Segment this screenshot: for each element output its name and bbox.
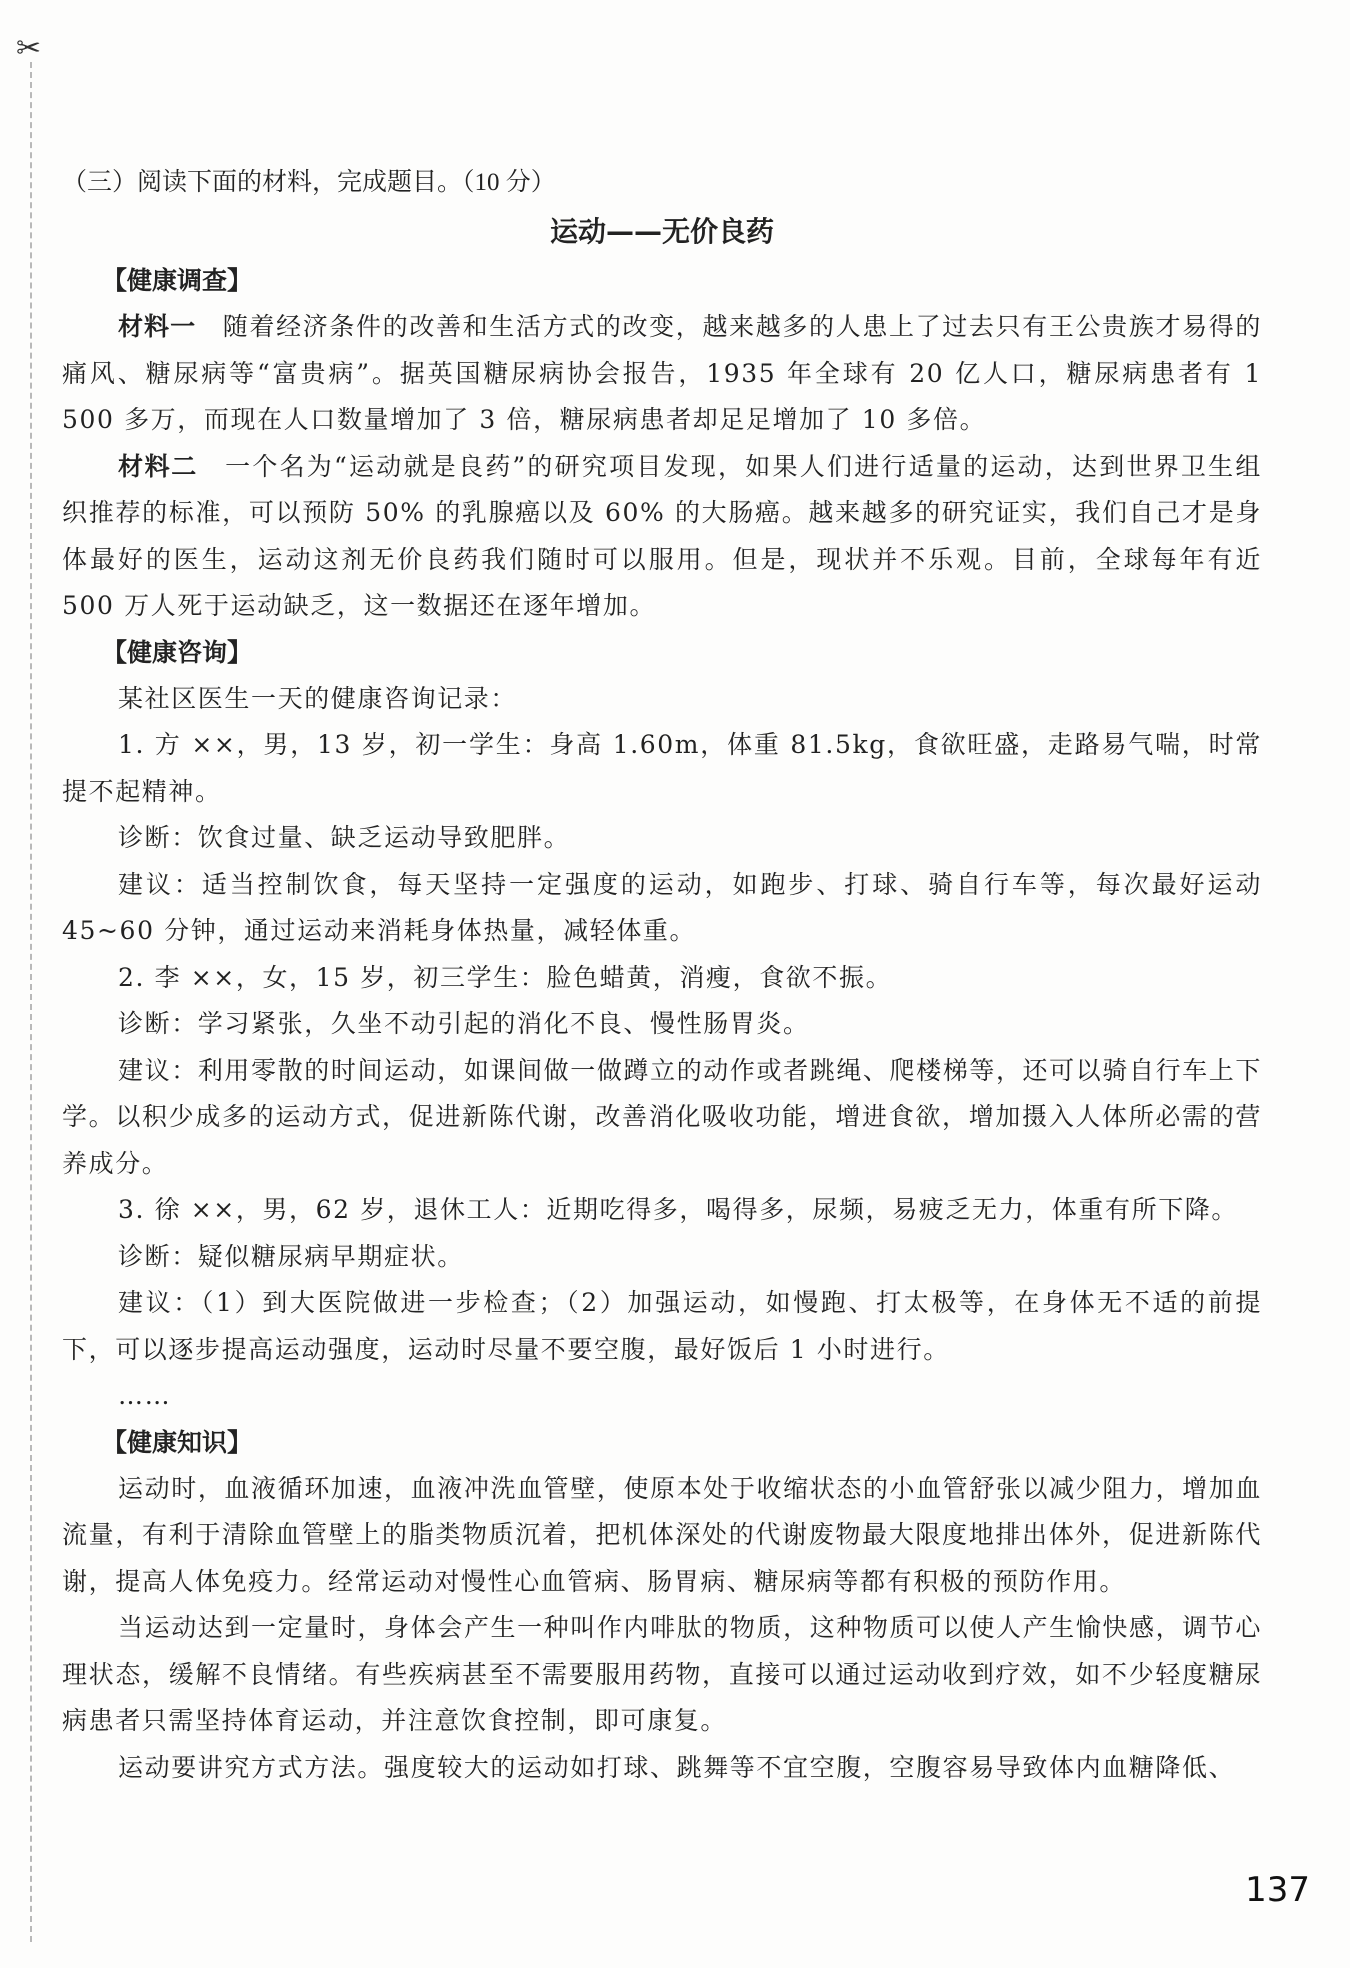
material-one-label: 材料一 (118, 312, 197, 341)
section-heading-survey: 【健康调查】 (102, 266, 253, 295)
consult-line: 1. 方 ××，男，13 岁，初一学生：身高 1.60m，体重 81.5kg，食欲旺盛，走路易气喘，时常提不起精神。 (62, 730, 1262, 806)
consult-line: 建议：（1）到大医院做进一步检查；（2）加强运动，如慢跑、打太极等，在身体无不适的前提下，可以逐步提高运动强度，运动时尽量不要空腹，最好饭后 1 小时进行。 (62, 1288, 1262, 1364)
consult-line: 2. 李 ××，女，15 岁，初三学生：脸色蜡黄，消瘦，食欲不振。 (118, 962, 893, 992)
material-two (62, 444, 1262, 630)
consult-ellipsis: …… (118, 1381, 172, 1410)
consult-line: 诊断：学习紧张，久坐不动引起的消化不良、慢性肠胃炎。 (118, 1009, 810, 1038)
consult-line: 某社区医生一天的健康咨询记录： (118, 683, 518, 713)
knowledge-paragraph: 当运动达到一定量时，身体会产生一种叫作内啡肽的物质，这种物质可以使人产生愉快感，调节心理状态，缓解不良情绪。有些疾病甚至不需要服用药物，直接可以通过运动收到疗效，如不少轻度糖尿病患者只需坚持体育运动，并注意饮食控制，即可康复。 (62, 1613, 1262, 1735)
material-one (62, 304, 1262, 444)
article-title: 运动——无价良药 (549, 215, 774, 248)
knowledge-paragraph: 运动时，血液循环加速，血液冲洗血管壁，使原本处于收缩状态的小血管舒张以减少阻力，增加血流量，有利于清除血管壁上的脂类物质沉着，把机体深处的代谢废物最大限度地排出体外，促进新陈代谢，提高人体免疫力。经常运动对慢性心血管病、肠胃病、糖尿病等都有积极的预防作用。 (62, 1473, 1262, 1596)
cut-line (30, 62, 32, 1942)
material-two-label: 材料二 (118, 451, 198, 481)
knowledge-paragraph: 运动要讲究方式方法。强度较大的运动如打球、跳舞等不宜空腹，空腹容易导致体内血糖降低、 (118, 1752, 1236, 1782)
page-content (62, 160, 1262, 1791)
section-heading-knowledge: 【健康知识】 (102, 1427, 253, 1457)
material-one-text: 随着经济条件的改善和生活方式的改变，越来越多的人患上了过去只有王公贵族才易得的痛风、糖尿病等“富贵病”。据英国糖尿病协会报告，1935 年全球有 20 亿人口，糖尿病患者有 1 500 多万，而现在人口数量增加了 3 倍，糖尿病患者却足足增加了 10 多倍。 (62, 312, 1262, 434)
consult-line: 诊断：疑似糖尿病早期症状。 (118, 1241, 464, 1271)
page-number: 137 (1245, 1870, 1310, 1910)
question-intro: （三）阅读下面的材料，完成题目。（10 分） (62, 169, 556, 196)
consult-line: 建议：适当控制饮食，每天坚持一定强度的运动，如跑步、打球、骑自行车等，每次最好运动 45~60 分钟，通过运动来消耗身体热量，减轻体重。 (62, 869, 1262, 945)
section-heading-consult: 【健康咨询】 (102, 637, 253, 667)
scissors-icon: ✂ (16, 31, 42, 66)
consult-line: 诊断：饮食过量、缺乏运动导致肥胖。 (118, 823, 571, 852)
material-two-text: 一个名为“运动就是良药”的研究项目发现，如果人们进行适量的运动，达到世界卫生组织推荐的标准，可以预防 50% 的乳腺癌以及 60% 的大肠癌。越来越多的研究证实，我们自己才是身体最好的医生，运动这剂无价良药我们随时可以服用。但是，现状并不乐观。目前，全球每年有近 500 万人死于运动缺乏，这一数据还在逐年增加。 (62, 451, 1262, 620)
consult-line: 3. 徐 ××，男，62 岁，退休工人：近期吃得多，喝得多，尿频，易疲乏无力，体重有所下降。 (118, 1195, 1239, 1224)
consult-line: 建议：利用零散的时间运动，如课间做一做蹲立的动作或者跳绳、爬楼梯等，还可以骑自行车上下学。以积少成多的运动方式，促进新陈代谢，改善消化吸收功能，增进食欲，增加摄入人体所必需的营养成分。 (62, 1055, 1262, 1178)
